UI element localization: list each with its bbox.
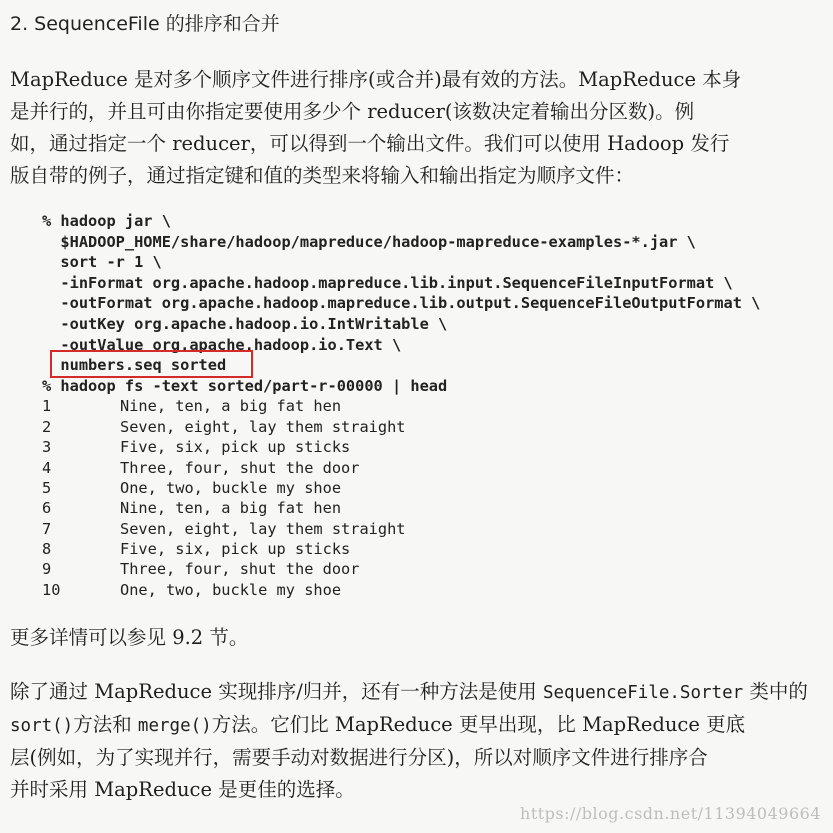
output-row-text: Seven, eight, lay them straight xyxy=(120,417,406,436)
output-row-number: 4 xyxy=(42,458,52,477)
command-line: sort -r 1 \ xyxy=(42,253,162,272)
output-row-number: 2 xyxy=(42,417,52,436)
output-row xyxy=(42,539,760,559)
paragraph-line xyxy=(10,709,808,742)
paragraph-text: 类中的 xyxy=(743,680,808,703)
output-row-number: 6 xyxy=(42,499,52,518)
command-line: % hadoop fs -text sorted/part-r-00000 | head xyxy=(42,376,448,395)
highlight-box xyxy=(50,350,253,378)
command-line: -outValue org.apache.hadoop.io.Text \ xyxy=(42,335,402,354)
output-row xyxy=(42,437,760,457)
paragraph-line: 并时采用 MapReduce 是更佳的选择。 xyxy=(10,778,355,801)
output-row xyxy=(42,559,760,579)
command-line: -outKey org.apache.hadoop.io.IntWritable \ xyxy=(42,314,448,333)
output-row xyxy=(42,396,760,416)
section-title: 2. SequenceFile 的排序和合并 xyxy=(10,13,280,35)
inline-code: sort() xyxy=(10,716,74,736)
output-row xyxy=(42,458,760,478)
output-row-number: 7 xyxy=(42,519,52,538)
paragraph-line: 版自带的例子，通过指定键和值的类型来将输入和输出指定为顺序文件： xyxy=(10,164,635,187)
output-row-number: 10 xyxy=(42,580,61,599)
output-row xyxy=(42,580,760,600)
output-row xyxy=(42,519,760,539)
command-line: $HADOOP_HOME/share/hadoop/mapreduce/hadoop-mapreduce-examples-*.jar \ xyxy=(42,232,696,251)
output-row xyxy=(42,498,760,518)
output-row xyxy=(42,417,760,437)
paragraph-text: 方法。它们比 MapReduce 更早出现，比 MapReduce 更底 xyxy=(211,713,746,736)
output-row-number: 9 xyxy=(42,560,52,579)
code-listing xyxy=(42,211,760,600)
output-row-number: 5 xyxy=(42,478,52,497)
output-row-text: Seven, eight, lay them straight xyxy=(120,519,406,538)
command-line: -inFormat org.apache.hadoop.mapreduce.lib.input.SequenceFileInputFormat \ xyxy=(42,273,733,292)
output-row-number: 8 xyxy=(42,540,52,559)
output-row-text: Five, six, pick up sticks xyxy=(120,438,351,457)
reference-paragraph: 更多详情可以参见 9.2 节。 xyxy=(10,626,249,649)
intro-paragraph xyxy=(10,64,741,192)
paragraph-text: 方法和 xyxy=(73,713,138,736)
command-line-highlighted: numbers.seq sorted xyxy=(42,356,227,375)
paragraph-line: MapReduce 是对多个顺序文件进行排序(或合并)最有效的方法。MapReduce 本身 xyxy=(10,68,742,91)
output-row-number: 3 xyxy=(42,438,52,457)
output-row-number: 1 xyxy=(42,397,52,416)
inline-code: merge() xyxy=(137,716,212,736)
inline-code: SequenceFile.Sorter xyxy=(542,683,744,703)
output-row-text: Three, four, shut the door xyxy=(120,560,360,579)
sorter-paragraph xyxy=(10,676,808,806)
output-row-text: Nine, ten, a big fat hen xyxy=(120,499,342,518)
paragraph-line: 层(例如，为了实现并行，需要手动对数据进行分区)，所以对顺序文件进行排序合 xyxy=(10,746,708,769)
output-row xyxy=(42,478,760,498)
paragraph-line: 是并行的，并且可由你指定要使用多少个 reducer(该数决定着输出分区数)。例 xyxy=(10,100,695,123)
command-line: -outFormat org.apache.hadoop.mapreduce.lib.output.SequenceFileOutputFormat \ xyxy=(42,294,761,313)
paragraph-line xyxy=(10,676,808,709)
command-line: % hadoop jar \ xyxy=(42,212,171,230)
paragraph-text: 除了通过 MapReduce 实现排序/归并，还有一种方法是使用 xyxy=(10,680,543,703)
output-row-text: Five, six, pick up sticks xyxy=(120,540,351,559)
output-row-text: Nine, ten, a big fat hen xyxy=(120,397,342,416)
watermark: https://blog.csdn.net/11394049664 xyxy=(520,804,821,823)
output-row-text: One, two, buckle my shoe xyxy=(120,580,342,599)
output-row-text: Three, four, shut the door xyxy=(120,458,360,477)
paragraph-line: 如，通过指定一个 reducer，可以得到一个输出文件。我们可以使用 Hadoop 发行 xyxy=(10,132,730,155)
output-row-text: One, two, buckle my shoe xyxy=(120,478,342,497)
